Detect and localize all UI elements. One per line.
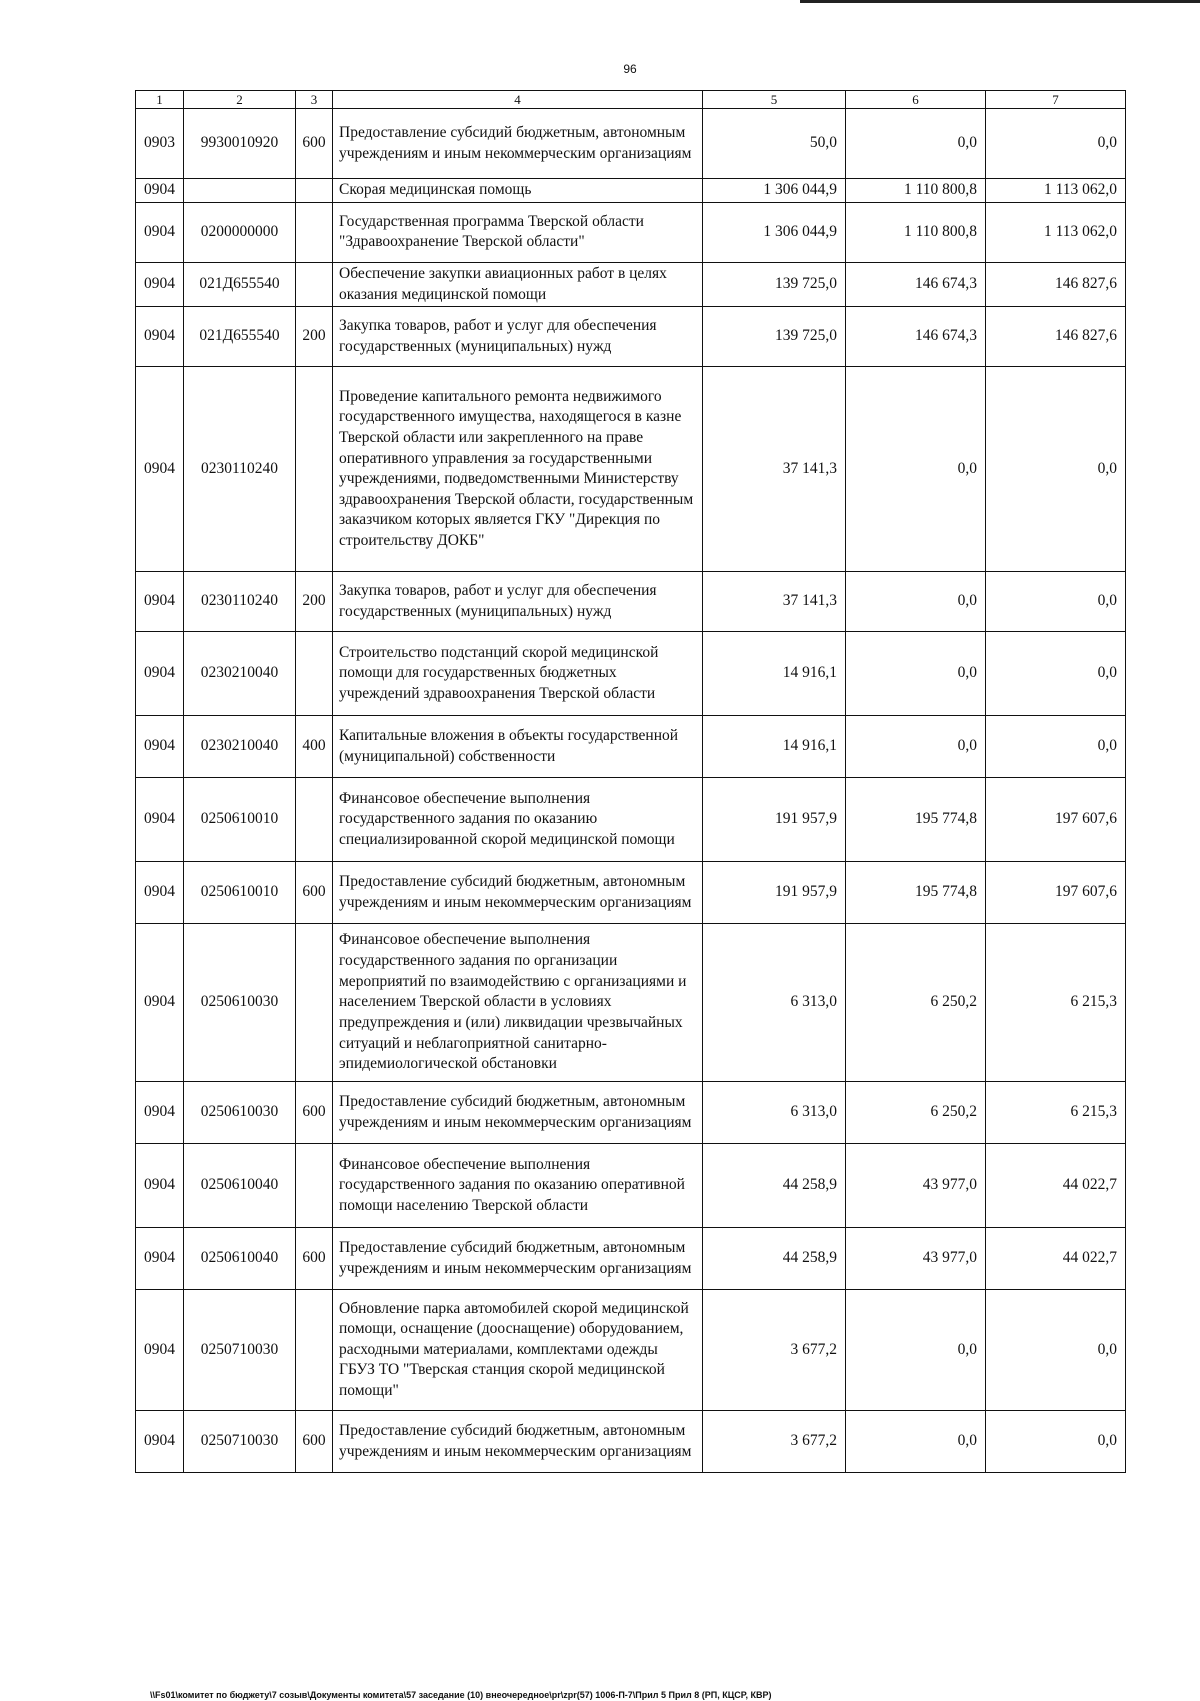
cell-target-article: 0230210040 <box>184 716 296 778</box>
cell-expense-type <box>296 367 333 572</box>
cell-value-6: 43 977,0 <box>846 1228 986 1290</box>
cell-value-6: 0,0 <box>846 109 986 179</box>
cell-target-article: 0250710030 <box>184 1411 296 1473</box>
table-row <box>136 1082 1126 1144</box>
cell-value-6: 6 250,2 <box>846 924 986 1082</box>
cell-section: 0904 <box>136 179 184 203</box>
cell-name: Предоставление субсидий бюджетным, автономным учреждениям и иным некоммерческим организациям <box>333 1228 703 1290</box>
cell-target-article: 0250610040 <box>184 1144 296 1228</box>
cell-section: 0904 <box>136 632 184 716</box>
column-header: 1 <box>136 91 184 109</box>
cell-expense-type <box>296 632 333 716</box>
table-row <box>136 924 1126 1082</box>
cell-section: 0904 <box>136 262 184 306</box>
cell-value-5: 44 258,9 <box>703 1144 846 1228</box>
cell-expense-type <box>296 924 333 1082</box>
cell-value-7: 0,0 <box>986 109 1126 179</box>
page-number: 96 <box>623 62 637 76</box>
table-row <box>136 1144 1126 1228</box>
cell-value-6: 0,0 <box>846 572 986 632</box>
cell-section: 0904 <box>136 307 184 367</box>
cell-name: Обеспечение закупки авиационных работ в целях оказания медицинской помощи <box>333 262 703 306</box>
table-row <box>136 716 1126 778</box>
table-body <box>136 109 1126 1473</box>
table-row <box>136 367 1126 572</box>
cell-value-7: 146 827,6 <box>986 262 1126 306</box>
cell-value-5: 3 677,2 <box>703 1290 846 1411</box>
cell-expense-type <box>296 778 333 862</box>
cell-value-5: 14 916,1 <box>703 716 846 778</box>
column-header: 4 <box>333 91 703 109</box>
cell-name: Финансовое обеспечение выполнения государственного задания по организации мероприятий по взаимодействию с организациями и населением Тверской области в условиях предупреждения и (или) ликвидации чрезвычайных ситуаций и неблагоприятной санитарно-эпидемиологической обстановки <box>333 924 703 1082</box>
cell-value-7: 44 022,7 <box>986 1144 1126 1228</box>
cell-expense-type: 600 <box>296 1411 333 1473</box>
budget-table <box>135 90 1126 1473</box>
cell-target-article: 0250710030 <box>184 1290 296 1411</box>
cell-expense-type <box>296 1144 333 1228</box>
cell-expense-type <box>296 262 333 306</box>
cell-value-5: 139 725,0 <box>703 262 846 306</box>
cell-target-article: 0250610030 <box>184 924 296 1082</box>
cell-value-5: 191 957,9 <box>703 862 846 924</box>
cell-value-6: 1 110 800,8 <box>846 202 986 262</box>
cell-name: Государственная программа Тверской области "Здравоохранение Тверской области" <box>333 202 703 262</box>
cell-value-6: 146 674,3 <box>846 307 986 367</box>
cell-value-7: 0,0 <box>986 632 1126 716</box>
cell-expense-type: 200 <box>296 307 333 367</box>
cell-section: 0903 <box>136 109 184 179</box>
footer-file-path: \\Fs01\комитет по бюджету\7 созыв\Документы комитета\57 заседание (10) внеочередное\pr\zpr(57) 1006-П-7\Прил 5 Прил 8 (РП, КЦСР, КВР) <box>150 1690 772 1700</box>
cell-value-6: 0,0 <box>846 716 986 778</box>
cell-value-7: 0,0 <box>986 1411 1126 1473</box>
cell-value-6: 146 674,3 <box>846 262 986 306</box>
table-row <box>136 572 1126 632</box>
cell-target-article: 0250610030 <box>184 1082 296 1144</box>
cell-value-5: 1 306 044,9 <box>703 179 846 203</box>
cell-name: Предоставление субсидий бюджетным, автономным учреждениям и иным некоммерческим организациям <box>333 109 703 179</box>
table-row <box>136 1290 1126 1411</box>
cell-expense-type: 600 <box>296 862 333 924</box>
cell-expense-type: 400 <box>296 716 333 778</box>
cell-name: Предоставление субсидий бюджетным, автономным учреждениям и иным некоммерческим организациям <box>333 1411 703 1473</box>
cell-target-article: 0230210040 <box>184 632 296 716</box>
cell-value-6: 1 110 800,8 <box>846 179 986 203</box>
table-row <box>136 778 1126 862</box>
cell-expense-type <box>296 1290 333 1411</box>
cell-value-6: 0,0 <box>846 1290 986 1411</box>
table-row <box>136 1411 1126 1473</box>
cell-name: Скорая медицинская помощь <box>333 179 703 203</box>
cell-value-6: 43 977,0 <box>846 1144 986 1228</box>
cell-section: 0904 <box>136 1144 184 1228</box>
cell-value-7: 1 113 062,0 <box>986 202 1126 262</box>
cell-name: Финансовое обеспечение выполнения государственного задания по оказанию специализированной скорой медицинской помощи <box>333 778 703 862</box>
cell-value-7: 197 607,6 <box>986 778 1126 862</box>
cell-value-5: 44 258,9 <box>703 1228 846 1290</box>
cell-value-6: 0,0 <box>846 1411 986 1473</box>
table-row <box>136 179 1126 203</box>
table-row <box>136 632 1126 716</box>
cell-target-article: 0250610010 <box>184 862 296 924</box>
cell-section: 0904 <box>136 924 184 1082</box>
cell-target-article: 0230110240 <box>184 572 296 632</box>
cell-value-5: 6 313,0 <box>703 1082 846 1144</box>
cell-value-7: 6 215,3 <box>986 924 1126 1082</box>
cell-value-5: 139 725,0 <box>703 307 846 367</box>
cell-name: Закупка товаров, работ и услуг для обеспечения государственных (муниципальных) нужд <box>333 307 703 367</box>
column-header: 6 <box>846 91 986 109</box>
cell-section: 0904 <box>136 1082 184 1144</box>
cell-name: Финансовое обеспечение выполнения государственного задания по оказанию оперативной помощи населению Тверской области <box>333 1144 703 1228</box>
cell-target-article: 021Д655540 <box>184 262 296 306</box>
cell-value-7: 1 113 062,0 <box>986 179 1126 203</box>
cell-value-7: 0,0 <box>986 367 1126 572</box>
cell-name: Капитальные вложения в объекты государственной (муниципальной) собственности <box>333 716 703 778</box>
cell-value-6: 195 774,8 <box>846 862 986 924</box>
cell-section: 0904 <box>136 716 184 778</box>
cell-expense-type: 200 <box>296 572 333 632</box>
cell-value-7: 6 215,3 <box>986 1082 1126 1144</box>
cell-target-article: 021Д655540 <box>184 307 296 367</box>
cell-section: 0904 <box>136 367 184 572</box>
cell-target-article: 0250610010 <box>184 778 296 862</box>
cell-target-article: 0250610040 <box>184 1228 296 1290</box>
table-row <box>136 862 1126 924</box>
cell-section: 0904 <box>136 778 184 862</box>
cell-expense-type: 600 <box>296 1082 333 1144</box>
cell-section: 0904 <box>136 202 184 262</box>
cell-value-7: 197 607,6 <box>986 862 1126 924</box>
cell-target-article: 0230110240 <box>184 367 296 572</box>
column-header: 5 <box>703 91 846 109</box>
cell-section: 0904 <box>136 1228 184 1290</box>
cell-value-6: 0,0 <box>846 632 986 716</box>
cell-value-6: 195 774,8 <box>846 778 986 862</box>
cell-value-7: 0,0 <box>986 716 1126 778</box>
table-row <box>136 262 1126 306</box>
cell-section: 0904 <box>136 1411 184 1473</box>
column-header: 2 <box>184 91 296 109</box>
cell-section: 0904 <box>136 572 184 632</box>
scan-edge-line <box>800 0 1200 3</box>
cell-expense-type <box>296 179 333 203</box>
cell-name: Предоставление субсидий бюджетным, автономным учреждениям и иным некоммерческим организациям <box>333 862 703 924</box>
cell-name: Проведение капитального ремонта недвижимого государственного имущества, находящегося в казне Тверской области или закрепленного на праве оперативного управления за государственными учреждениями, подведомственными Министерству здравоохранения Тверской области, государственным заказчиком которых является ГКУ "Дирекция по строительству ДОКБ" <box>333 367 703 572</box>
cell-name: Предоставление субсидий бюджетным, автономным учреждениям и иным некоммерческим организациям <box>333 1082 703 1144</box>
table-row <box>136 109 1126 179</box>
table-row <box>136 307 1126 367</box>
cell-section: 0904 <box>136 862 184 924</box>
cell-value-7: 146 827,6 <box>986 307 1126 367</box>
column-number-row <box>136 91 1126 109</box>
column-header: 7 <box>986 91 1126 109</box>
cell-name: Строительство подстанций скорой медицинской помощи для государственных бюджетных учреждений здравоохранения Тверской области <box>333 632 703 716</box>
cell-expense-type <box>296 202 333 262</box>
column-header: 3 <box>296 91 333 109</box>
cell-value-5: 6 313,0 <box>703 924 846 1082</box>
cell-value-5: 1 306 044,9 <box>703 202 846 262</box>
cell-value-6: 0,0 <box>846 367 986 572</box>
cell-value-7: 44 022,7 <box>986 1228 1126 1290</box>
cell-value-5: 3 677,2 <box>703 1411 846 1473</box>
cell-value-7: 0,0 <box>986 1290 1126 1411</box>
cell-target-article: 0200000000 <box>184 202 296 262</box>
cell-value-5: 37 141,3 <box>703 572 846 632</box>
cell-value-7: 0,0 <box>986 572 1126 632</box>
table-row <box>136 1228 1126 1290</box>
cell-value-5: 14 916,1 <box>703 632 846 716</box>
cell-value-5: 191 957,9 <box>703 778 846 862</box>
cell-name: Обновление парка автомобилей скорой медицинской помощи, оснащение (дооснащение) оборудованием, расходными материалами, комплектами одежды ГБУЗ ТО "Тверская станция скорой медицинской помощи" <box>333 1290 703 1411</box>
cell-target-article <box>184 179 296 203</box>
cell-section: 0904 <box>136 1290 184 1411</box>
cell-value-5: 37 141,3 <box>703 367 846 572</box>
cell-target-article: 9930010920 <box>184 109 296 179</box>
cell-value-5: 50,0 <box>703 109 846 179</box>
table-row <box>136 202 1126 262</box>
cell-expense-type: 600 <box>296 1228 333 1290</box>
cell-value-6: 6 250,2 <box>846 1082 986 1144</box>
cell-expense-type: 600 <box>296 109 333 179</box>
cell-name: Закупка товаров, работ и услуг для обеспечения государственных (муниципальных) нужд <box>333 572 703 632</box>
